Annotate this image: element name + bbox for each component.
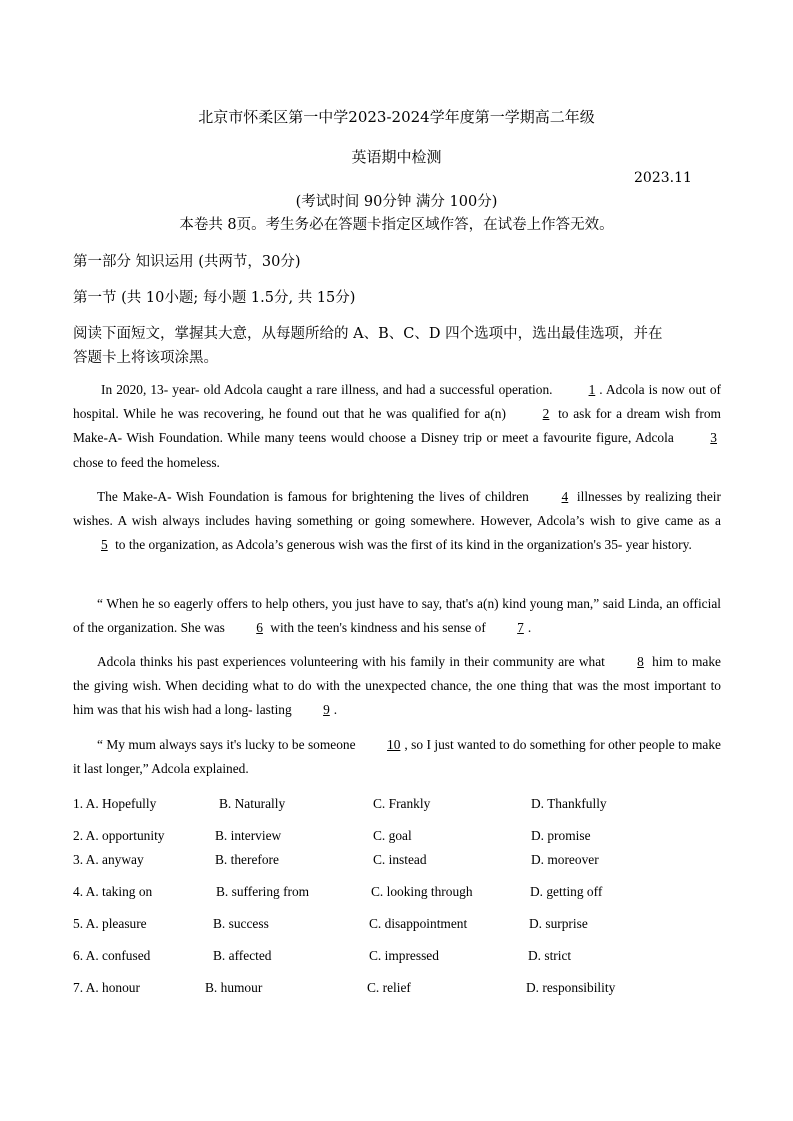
paragraph-text: . <box>333 702 338 718</box>
option-c: C. impressed <box>369 948 439 963</box>
blank-10: 10 <box>387 737 401 752</box>
blank-6: 6 <box>256 620 263 636</box>
exam-date: 2023.11 <box>634 170 692 186</box>
option-a: 3. A. anyway <box>73 852 144 867</box>
paragraph-text: In 2020, 13- year- old Adcola caught a rare illness, and had a successful operation. <box>101 382 553 397</box>
option-c: C. Frankly <box>373 796 431 811</box>
paragraph-text: The Make-A- Wish Foundation is famous for brightening the lives of children <box>97 489 529 504</box>
paragraph-text: chose to feed the homeless. <box>73 454 220 470</box>
paragraph-text: “ When he so eagerly offers to help others, you just have to say, that's a(n) kind young man,” said Linda, an official of the organization. She was <box>73 596 721 636</box>
option-a: 6. A. confused <box>73 948 151 963</box>
blank-8: 8 <box>637 654 644 669</box>
blank-2: 2 <box>542 406 550 422</box>
directions-line-2: 答题卡上将该项涂黑。 <box>73 350 218 366</box>
option-c: C. instead <box>373 852 427 867</box>
paragraph-text: “ My mum always says it's lucky to be someone <box>97 737 356 752</box>
option-b: B. suffering from <box>216 884 310 899</box>
question-row-6 <box>73 948 733 968</box>
question-row-5 <box>73 916 733 936</box>
option-d: D. surprise <box>529 916 588 931</box>
paragraph-text: Adcola thinks his past experiences volunteering with his family in their community are what <box>97 654 605 669</box>
option-a: 4. A. taking on <box>73 884 153 899</box>
option-a: 2. A. opportunity <box>73 828 165 843</box>
option-d: D. getting off <box>530 884 603 899</box>
paragraph-text: to the organization, as Adcola’s generous wish was the first of its kind in the organization's 35- year history. <box>115 537 692 553</box>
option-b: B. success <box>213 916 269 931</box>
blank-5: 5 <box>101 537 108 553</box>
exam-time-info: (考试时间 90分钟 满分 100分) <box>295 194 498 210</box>
paragraph-text: . Adcola is now out of hospital. While he was recovering, he found out that he was qualified for a(n) <box>73 382 721 422</box>
question-row-7 <box>73 980 733 1000</box>
option-b: B. therefore <box>215 852 279 867</box>
option-a: 1. A. Hopefully <box>73 796 157 811</box>
option-c: C. looking through <box>371 884 473 899</box>
blank-4: 4 <box>561 489 569 504</box>
paragraph-text: , so I just wanted to do something for other people to make it last longer,” Adcola explained. <box>73 737 721 777</box>
exam-subtitle: 英语期中检测 <box>351 148 442 166</box>
question-row-3 <box>73 852 733 872</box>
paragraph-text: him to make the giving wish. When deciding what to do with the unexpected chance, the one thing that was the most important to him was that his wish had a long- lasting <box>73 654 721 718</box>
option-d: D. promise <box>531 828 591 843</box>
option-b: B. Naturally <box>219 796 286 811</box>
blank-1: 1 <box>588 382 596 397</box>
paragraph-text: . <box>527 620 532 636</box>
option-a: 5. A. pleasure <box>73 916 147 931</box>
question-row-1 <box>73 796 733 816</box>
section-heading: 第一节 (共 10小题; 每小题 1.5分, 共 15分) <box>73 290 356 306</box>
option-c: C. goal <box>373 828 412 843</box>
passage-paragraph-2 <box>73 485 721 558</box>
exam-title: 北京市怀柔区第一中学2023-2024学年度第一学期高二年级 <box>198 108 595 126</box>
option-d: D. moreover <box>531 852 599 867</box>
part-heading: 第一部分 知识运用 (共两节，30分) <box>73 254 301 270</box>
option-d: D. Thankfully <box>531 796 607 811</box>
option-b: B. affected <box>213 948 272 963</box>
blank-3: 3 <box>710 430 717 446</box>
option-d: D. responsibility <box>526 980 616 995</box>
directions-line-1: 阅读下面短文，掌握其大意，从每题所给的 A、B、C、D 四个选项中，选出最佳选项，并在 <box>73 326 663 342</box>
paragraph-text: to ask for a dream wish from Make-A- Wish Foundation. While many teens would choose a Disney trip or meet a favourite figure, Adcola <box>73 406 721 446</box>
option-a: 7. A. honour <box>73 980 140 995</box>
option-c: C. relief <box>367 980 411 995</box>
blank-7: 7 <box>517 620 524 636</box>
option-d: D. strict <box>528 948 572 963</box>
question-row-4 <box>73 884 733 904</box>
blank-9: 9 <box>323 702 330 718</box>
passage-paragraph-5 <box>73 733 721 781</box>
option-b: B. humour <box>205 980 263 995</box>
question-row-2 <box>73 828 733 848</box>
exam-instructions: 本卷共 8页。考生务必在答题卡指定区域作答，在试卷上作答无效。 <box>179 217 614 233</box>
paragraph-text: with the teen's kindness and his sense of <box>270 620 486 636</box>
passage-paragraph-1 <box>73 378 721 475</box>
option-c: C. disappointment <box>369 916 468 931</box>
option-b: B. interview <box>215 828 282 843</box>
passage-paragraph-3 <box>73 592 721 640</box>
paragraph-text: illnesses by realizing their wishes. A wish always includes having something or going somewhere. However, Adcola’s wish to give came as a <box>73 489 721 529</box>
passage-paragraph-4 <box>73 650 721 723</box>
